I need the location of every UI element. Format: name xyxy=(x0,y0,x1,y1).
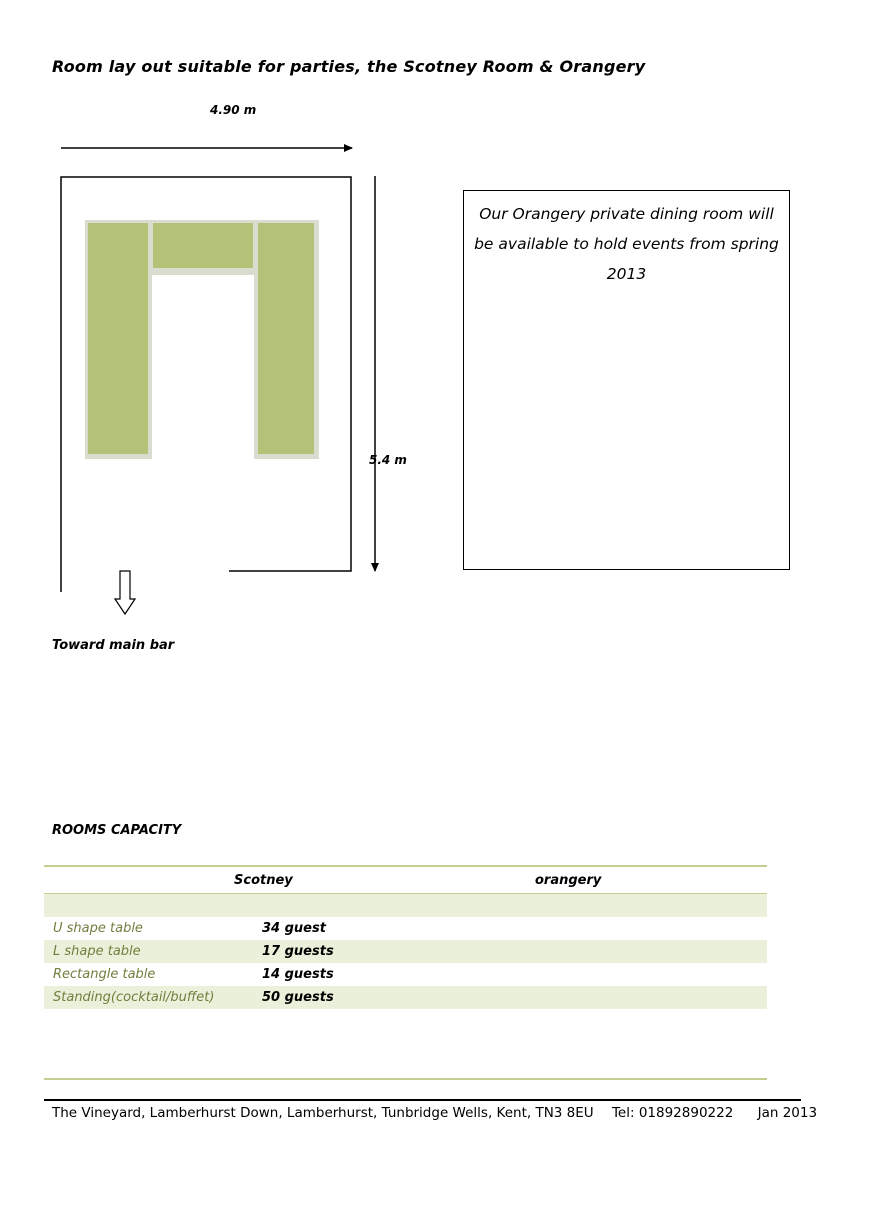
height-dimension-label: 5.4 m xyxy=(369,453,407,467)
column-header-scotney: Scotney xyxy=(234,873,293,888)
scotney-capacity: 50 guests xyxy=(262,990,334,1005)
orangery-box xyxy=(463,190,790,570)
page-title: Room lay out suitable for parties, the Scotney Room & Orangery xyxy=(52,57,646,76)
table-row xyxy=(44,986,767,1009)
orangery-note: Our Orangery private dining room will be available to hold events from spring 2013 xyxy=(474,205,779,283)
table-row xyxy=(44,917,767,940)
row-label: Standing(cocktail/buffet) xyxy=(53,990,215,1005)
scotney-capacity: 14 guests xyxy=(262,967,334,982)
footer-rule xyxy=(44,1099,801,1101)
column-header-orangery: orangery xyxy=(535,873,602,888)
u-shape-tables xyxy=(85,220,319,459)
capacity-heading: ROOMS CAPACITY xyxy=(52,823,182,838)
capacity-table xyxy=(44,865,767,1009)
footer xyxy=(52,1105,817,1121)
table-spacer-row xyxy=(44,894,767,917)
scotney-capacity: 34 guest xyxy=(262,921,326,936)
table-row xyxy=(44,940,767,963)
footer-tel: Tel: 01892890222 xyxy=(611,1105,734,1121)
exit-label: Toward main bar xyxy=(52,638,175,653)
exit-arrow-icon xyxy=(115,571,135,614)
table-row xyxy=(44,963,767,986)
row-label: Rectangle table xyxy=(53,967,156,982)
table-header xyxy=(44,867,767,893)
row-label: L shape table xyxy=(53,944,141,959)
footer-date: Jan 2013 xyxy=(757,1105,818,1121)
footer-address: The Vineyard, Lamberhurst Down, Lamberhurst, Tunbridge Wells, Kent, TN3 8EU xyxy=(52,1105,594,1121)
scotney-capacity: 17 guests xyxy=(262,944,334,959)
width-dimension-label: 4.90 m xyxy=(210,103,257,117)
table-bottom-rule xyxy=(44,1078,767,1080)
row-label: U shape table xyxy=(53,921,143,936)
